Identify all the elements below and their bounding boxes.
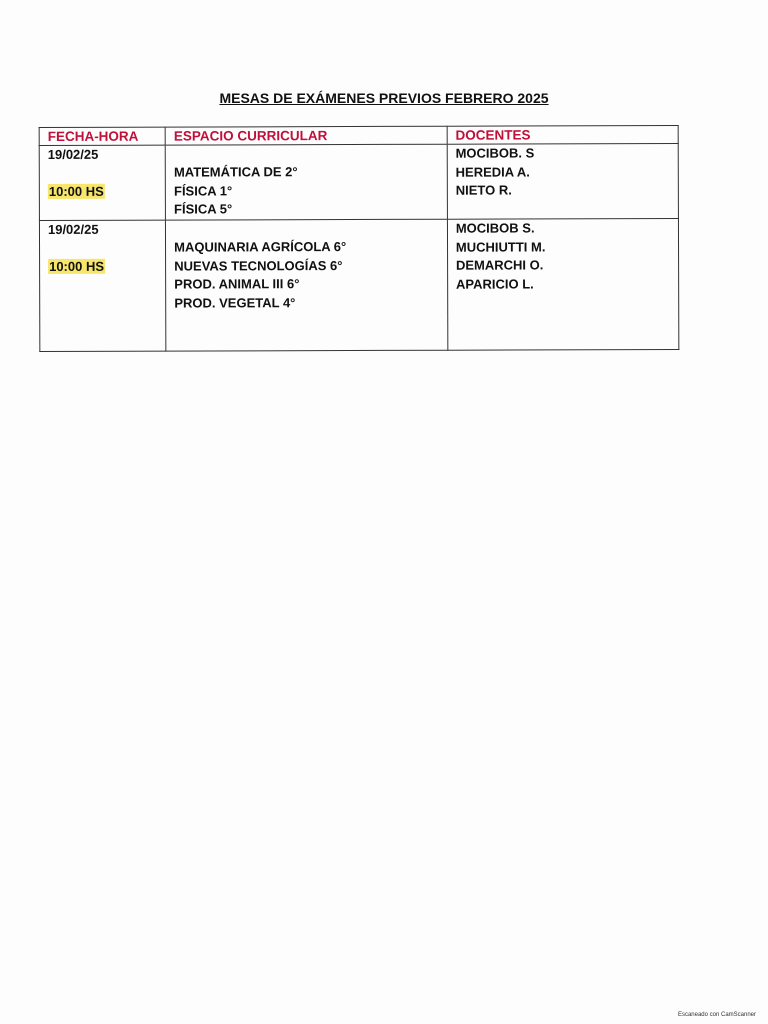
teacher-item: MOCIBOB S. — [455, 220, 535, 236]
date-time-cell — [39, 220, 166, 351]
teacher-item: MUCHIUTTI M. — [455, 238, 546, 255]
subject-item: MATEMÁTICA DE 2° — [173, 164, 298, 180]
subject-item: MAQUINARIA AGRÍCOLA 6° — [174, 239, 347, 255]
exam-time-highlighted: 10:00 HS — [48, 183, 104, 199]
subject-item: PROD. VEGETAL 4° — [174, 294, 296, 311]
subject-item: FÍSICA 1° — [173, 182, 233, 199]
exam-schedule-table — [39, 125, 680, 352]
subjects-cell — [166, 219, 448, 351]
scanner-watermark: Escaneado con CamScanner — [677, 1012, 756, 1018]
teacher-item: NIETO R. — [455, 182, 512, 198]
document-title: MESAS DE EXÁMENES PREVIOS FEBRERO 2025 — [219, 90, 549, 106]
header-espacio-curricular: ESPACIO CURRICULAR — [165, 126, 447, 145]
table-row — [39, 143, 678, 220]
exam-time-highlighted: 10:00 HS — [49, 258, 105, 274]
teacher-item: HEREDIA A. — [455, 163, 530, 180]
subject-item: PROD. ANIMAL III 6° — [174, 276, 300, 292]
teachers-cell — [447, 143, 678, 219]
subject-item: FÍSICA 5° — [174, 201, 233, 217]
date-time-cell — [39, 145, 165, 220]
subjects-cell — [165, 144, 447, 220]
teacher-item: MOCIBOB. S — [455, 145, 535, 161]
teacher-item: APARICIO L. — [455, 275, 534, 292]
table-header-row — [39, 125, 678, 145]
teachers-cell — [447, 218, 679, 350]
teacher-item: DEMARCHI O. — [455, 257, 544, 273]
header-fecha-hora: FECHA-HORA — [39, 127, 165, 145]
subject-item: NUEVAS TECNOLOGÍAS 6° — [174, 257, 343, 274]
table-row — [39, 218, 678, 351]
header-docentes: DOCENTES — [447, 125, 678, 144]
exam-date: 19/02/25 — [47, 221, 99, 237]
exam-date: 19/02/25 — [47, 146, 99, 162]
